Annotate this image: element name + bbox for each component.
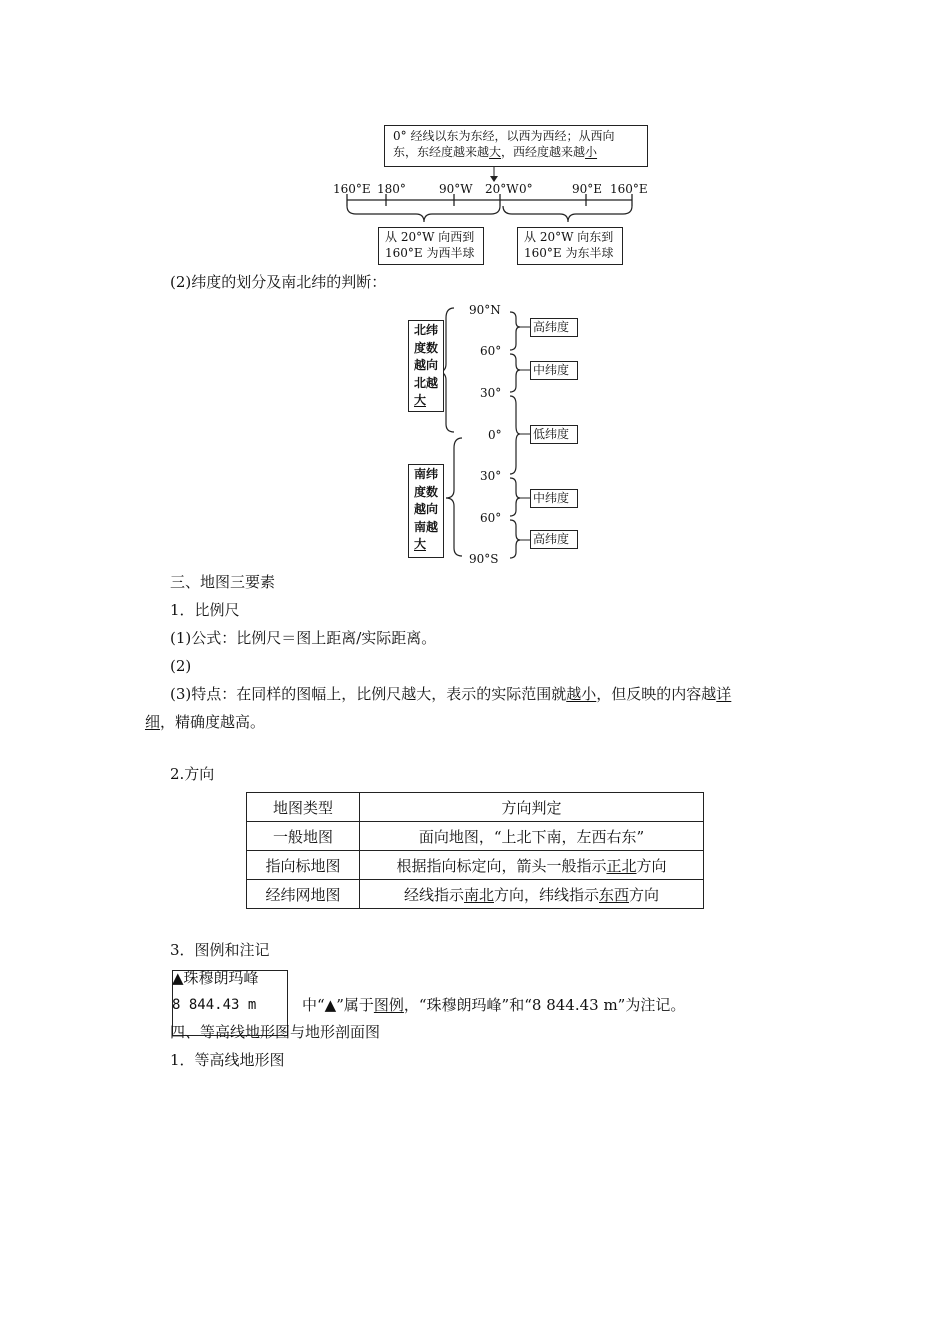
lon-tick-90e: 90°E (572, 182, 603, 196)
table-row (247, 822, 704, 851)
west-hemisphere-box: 从 20°W 向西到 160°E 为西半球 (378, 227, 484, 265)
legend-sentence: 中“▲”属于图例，“珠穆朗玛峰”和“8 844.43 m”为注记。 (302, 996, 686, 1014)
lat-tick-60n: 60° (480, 344, 502, 358)
scale-item2: (2) (170, 657, 192, 675)
longitude-rule-line2: 东，东经度越来越大，西经度越来越小 (393, 145, 598, 159)
lon-tick-160e-left: 160°E (333, 182, 371, 196)
answer-north-big: 大 (414, 393, 427, 407)
zone-low: 低纬度 (530, 425, 578, 444)
zone-mid-south: 中纬度 (530, 489, 578, 508)
south-latitude-box: 南纬 度数 越向 南越 大 (408, 464, 444, 558)
table-cell-rule: 面向地图，“上北下南，左西右东” (360, 822, 704, 851)
answer-east-west: 东西 (599, 885, 630, 904)
table-header-row (247, 793, 704, 822)
table-cell-type: 经纬网地图 (247, 880, 360, 909)
legend-box-line2: 8 844.43 m (172, 997, 257, 1013)
direction-title: 2.方向 (170, 765, 215, 783)
answer-south-big: 大 (414, 537, 427, 551)
lon-tick-160e-right: 160°E (610, 182, 648, 196)
lat-tick-30s: 30° (480, 469, 502, 483)
table-row (247, 880, 704, 909)
zone-high-north: 高纬度 (530, 318, 578, 337)
table-cell-rule: 根据指向标定向，箭头一般指示正北方向 (360, 851, 704, 880)
lat-tick-90s: 90°S (469, 552, 499, 566)
table-header-cell: 地图类型 (247, 793, 360, 822)
lon-tick-180: 180° (377, 182, 406, 196)
longitude-rule-line1: 0° 经线以东为东经，以西为西经；从西向 (393, 129, 615, 143)
answer-detailed-1: 详 (716, 685, 732, 703)
answer-north-south: 南北 (463, 885, 494, 904)
lon-tick-20w: 20°W (485, 182, 519, 196)
lon-tick-0: 0° (519, 182, 533, 196)
table-row (247, 851, 704, 880)
lat-tick-0: 0° (488, 428, 502, 442)
answer-small: 小 (585, 145, 598, 159)
answer-detailed-2: 细 (145, 713, 161, 731)
section4-title: 四、等高线地形图与地形剖面图 (170, 1023, 381, 1041)
latitude-intro: (2)纬度的划分及南北纬的判断： (170, 273, 387, 291)
lat-tick-60s: 60° (480, 511, 502, 525)
contour-title: 1．等高线地形图 (170, 1051, 285, 1069)
zone-mid-north: 中纬度 (530, 361, 578, 380)
lat-tick-90n: 90°N (469, 303, 501, 317)
table-cell-type: 一般地图 (247, 822, 360, 851)
table-cell-type: 指向标地图 (247, 851, 360, 880)
east-hemisphere-box: 从 20°W 向东到 160°E 为东半球 (517, 227, 623, 265)
direction-table (246, 792, 704, 909)
answer-smaller: 越小 (566, 685, 597, 703)
lat-tick-30n: 30° (480, 386, 502, 400)
scale-formula: (1)公式：比例尺＝图上距离/实际距离。 (170, 629, 437, 647)
table-header-cell: 方向判定 (360, 793, 704, 822)
scale-title: 1．比例尺 (170, 601, 240, 619)
table-cell-rule: 经线指示南北方向，纬线指示东西方向 (360, 880, 704, 909)
zone-high-south: 高纬度 (530, 530, 578, 549)
north-latitude-box: 北纬 度数 越向 北越 大 (408, 320, 444, 412)
legend-box-line1: ▲珠穆朗玛峰 (172, 969, 259, 987)
lon-tick-90w: 90°W (439, 182, 473, 196)
answer-big: 大 (489, 145, 502, 159)
legend-title: 3．图例和注记 (170, 941, 270, 959)
answer-legend: 图例 (373, 996, 404, 1014)
answer-north: 正北 (606, 856, 637, 875)
scale-feature-line1: (3)特点：在同样的图幅上，比例尺越大，表示的实际范围就越小，但反映的内容越详 (170, 685, 732, 703)
scale-feature-line2: 细，精确度越高。 (145, 713, 266, 731)
section3-title: 三、地图三要素 (170, 573, 276, 591)
